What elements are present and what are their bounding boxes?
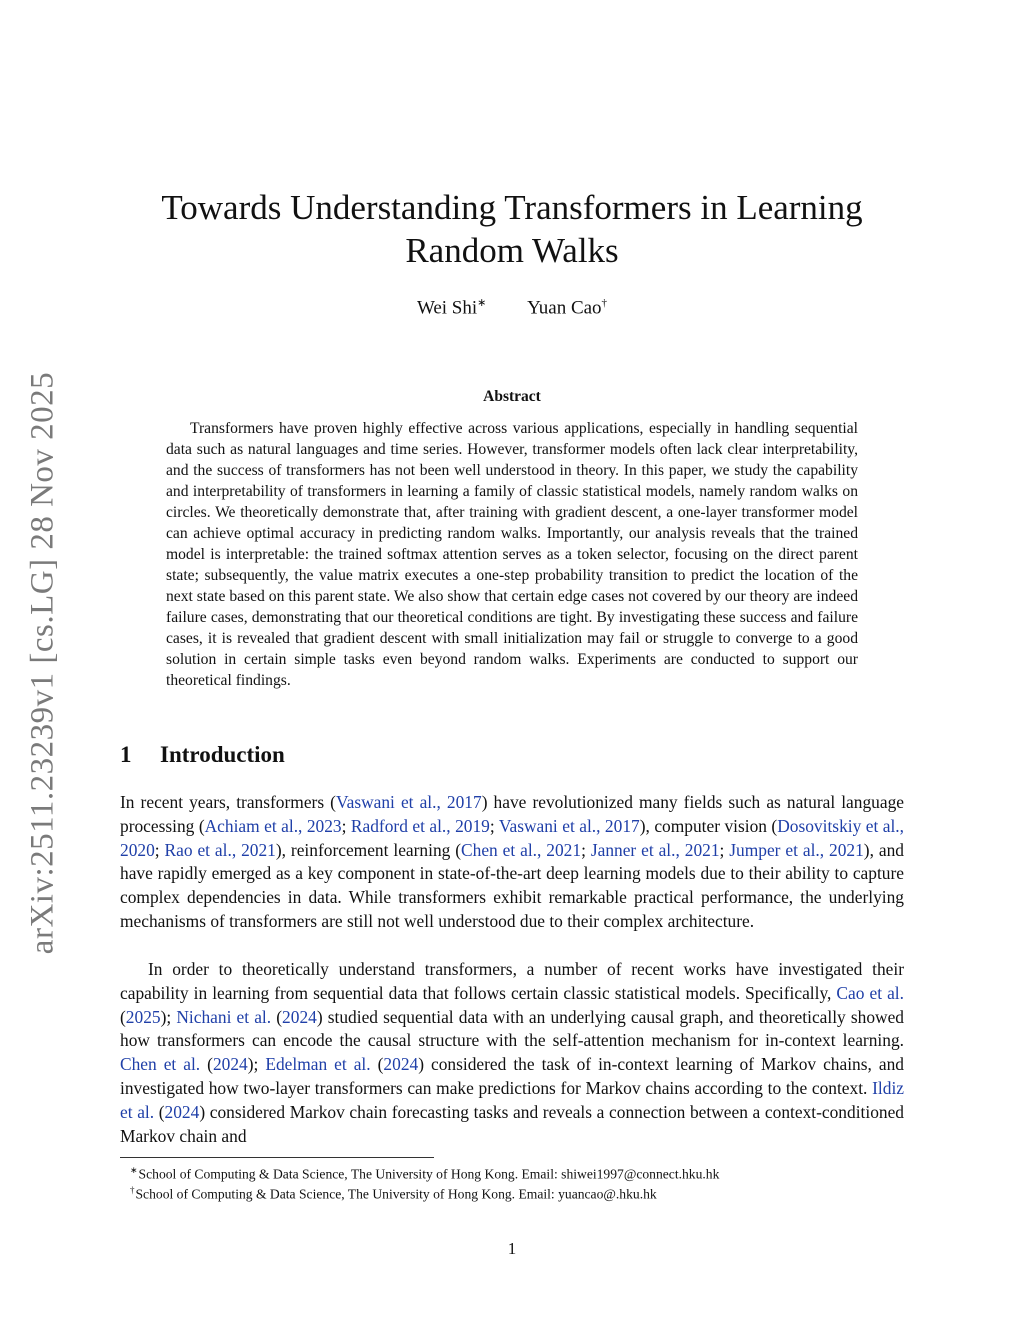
citation-link[interactable]: Jumper et al., 2021 [729,839,864,860]
section-title: Introduction [160,742,285,767]
author-1-mark: ∗ [477,297,487,309]
citation-link[interactable]: Vaswani et al., 2017 [335,792,482,812]
footnote-1-text: School of Computing & Data Science, The University of Hong Kong. Email: shiwei1997@connect.hku.hk [138,1166,720,1182]
text-run: ; [719,839,730,860]
citation-link[interactable]: 2024 [282,1006,317,1027]
text-run: ) considered the task of in-context learning of Markov chains, and investigated how two-layer transformers can make predictions for Markov chains according to the context. [120,1054,904,1098]
paper-title-line-1: Towards Understanding Transformers in Learning [161,188,863,227]
text-run: ; [341,815,351,836]
author-2-mark: † [601,297,608,309]
text-run: ( [154,1101,165,1122]
citation-link[interactable]: Nichani et al. [176,1006,272,1027]
citation-link[interactable]: 2024 [383,1054,419,1075]
author-list [120,296,904,319]
abstract-heading: Abstract [483,388,541,405]
intro-paragraph-1 [120,791,904,934]
text-run: ; [581,839,591,860]
author-1-name: Wei Shi [416,297,478,319]
text-run: ; [154,839,165,860]
citation-link[interactable]: Achiam et al., 2023 [204,815,342,836]
citation-link[interactable]: Edelman et al. [265,1054,371,1075]
text-run: ( [370,1054,384,1075]
footnote-2 [130,1181,657,1204]
author-2-name: Yuan Cao [527,297,602,319]
page-number: 1 [507,1239,517,1258]
text-run: ), computer vision ( [639,815,778,836]
text-run: ) considered Markov chain forecasting tasks and reveals a connection between a context-conditioned Markov chain and [120,1101,905,1146]
citation-link[interactable]: 2025 [125,1006,161,1027]
text-run: ; [489,815,499,836]
citation-link[interactable]: Chen et al., 2021 [461,839,582,860]
text-run: In recent years, transformers ( [120,792,336,812]
citation-link[interactable]: Vaswani et al., 2017 [498,815,640,836]
footnote-2-text: School of Computing & Data Science, The University of Hong Kong. Email: yuancao@.hku.hk [135,1186,657,1202]
paper-title [120,186,904,272]
text-run: ) have revolutionized many fields such as natural language processing ( [120,792,904,836]
footnote-divider [120,1157,434,1158]
text-run: ), reinforcement learning ( [275,839,462,860]
text-run: ( [271,1006,283,1027]
abstract-text: Transformers have proven highly effective across various applications, especially in handling sequential data such as natural languages and time series. However, transformer models often lack clear interpretability, and the success of transformers has not been well understood in theory. In this paper, we study the capability and interpretability of transformers in learning a family of classic statistical models, namely random walks on circles. We theoretically demonstrate that, after training with gradient descent, a one-layer transformer model can achieve optimal accuracy in predicting random walks. Importantly, our analysis reveals that the trained model is interpretable: the trained softmax attention serves as a token selector, focusing on the direct parent state; subsequently, the value matrix executes a one-step probability transition to predict the location of the next state based on this parent state. We also show that certain edge cases not covered by our theory are indeed failure cases, demonstrating that our theoretical conditions are tight. By investigating these success and failure cases, it is revealed that gradient descent with small initialization may fail or struggle to converge to a good solution in certain simple tasks even beyond random walks. Experiments are conducted to support our theoretical findings. [166,420,858,689]
citation-link[interactable]: Chen et al. [120,1054,201,1075]
text-run: ( [200,1054,213,1075]
intro-paragraph-2 [120,958,904,1148]
citation-link[interactable]: Dosovitskiy et al., 2020 [120,815,904,860]
section-number: 1 [120,742,132,767]
citation-link[interactable]: Ildiz et al. [120,1077,904,1122]
arxiv-identifier: arXiv:2511.23239v1 [cs.LG] 28 Nov 2025 [24,371,61,955]
section-heading [120,742,285,768]
citation-link[interactable]: Cao et al. [836,982,904,1003]
footnote-1-mark: ∗ [130,1165,138,1175]
author-1 [417,296,486,319]
text-run: ); [247,1054,266,1075]
citation-link[interactable]: 2024 [212,1054,248,1075]
footnote-2-mark: † [130,1185,135,1195]
citation-link[interactable]: Radford et al., 2019 [350,815,490,836]
paper-title-line-2: Random Walks [405,231,619,270]
text-run: ); [160,1006,177,1027]
citation-link[interactable]: Janner et al., 2021 [590,839,720,860]
citation-link[interactable]: Rao et al., 2021 [164,839,276,860]
text-run: ( [120,1006,126,1027]
citation-link[interactable]: 2024 [164,1101,200,1122]
text-run: ), and have rapidly emerged as a key component in state-of-the-art deep learning models due to their ability to capture complex dependencies in data. While transformers exhibit remarkable practical performance, the underlying mechanisms of transformers are still not well understood due to their complex architecture. [120,839,904,931]
text-run: In order to theoretically understand transformers, a number of recent works have investigated their capability in learning from sequential data that follows certain classic statistical models. Specifically, [120,959,904,1003]
author-2 [527,297,607,319]
text-run: ) studied sequential data with an underlying causal graph, and theoretically showed how transformers can encode the causal structure with the self-attention mechanism for in-context learning. [120,1006,905,1051]
